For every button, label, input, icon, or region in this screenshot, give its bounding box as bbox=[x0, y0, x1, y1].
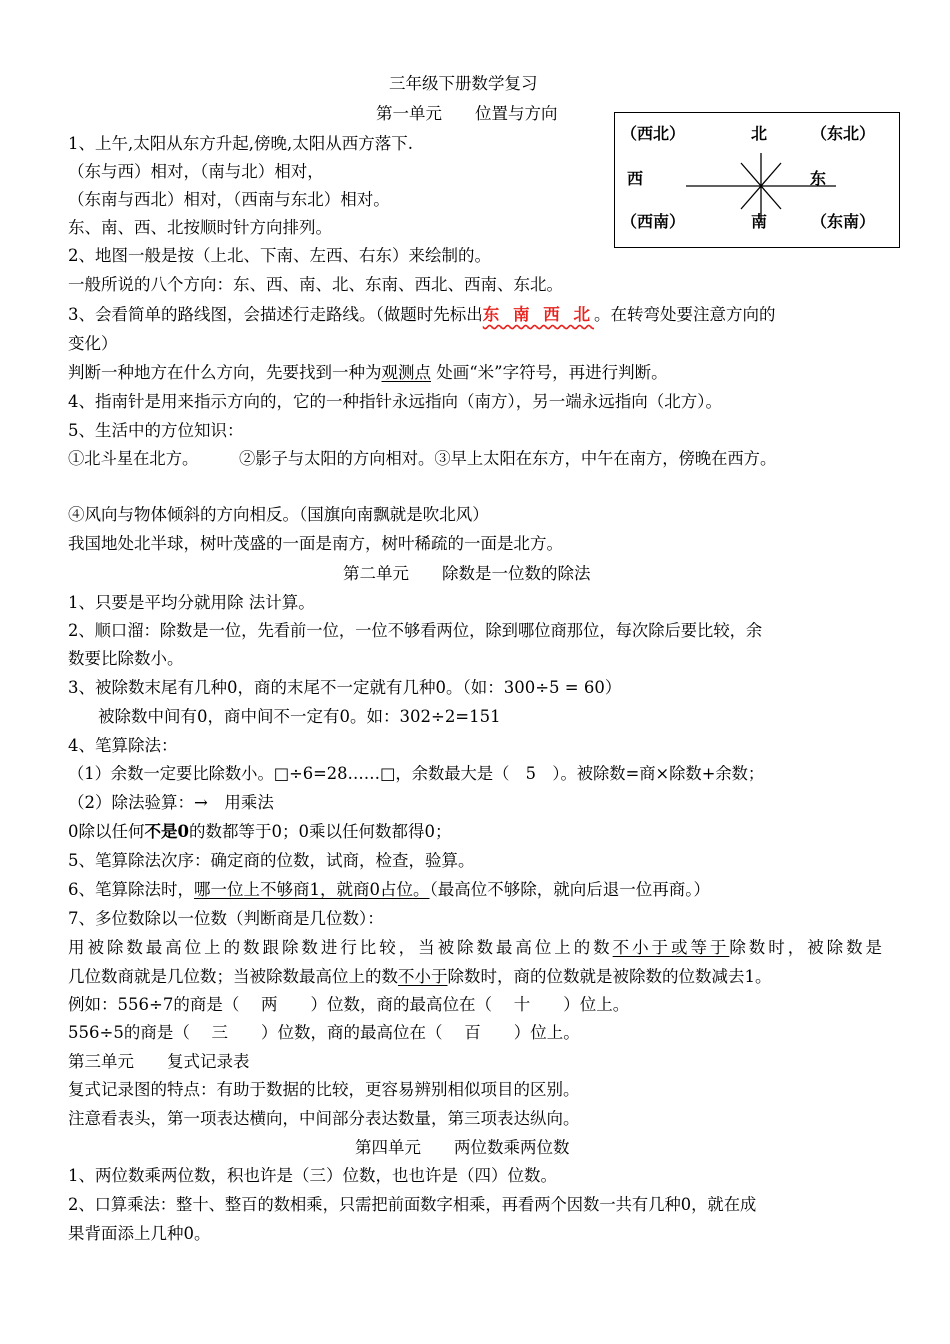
unit1-line-7-end: 。在转弯处要注意方向的 bbox=[593, 305, 776, 324]
unit2-line-2: 2、顺口溜：除数是一位，先看前一位，一位不够看两位，除到哪位商那位，每次除后要比较，余 bbox=[68, 621, 763, 640]
not-less-or-equal-term: 不小于或等于 bbox=[612, 938, 730, 957]
unit1-line-9 bbox=[68, 362, 668, 384]
unit1-line-14: 我国地处北半球，树叶茂盛的一面是南方，树叶稀疏的一面是北方。 bbox=[68, 534, 563, 553]
unit1-line-11: 5、生活中的方位知识： bbox=[68, 421, 244, 440]
unit3-line-1: 复式记录图的特点：有助于数据的比较，更容易辨别相似项目的区别。 bbox=[68, 1080, 580, 1099]
unit2-line-6: 4、笔算除法： bbox=[68, 736, 178, 755]
unit3-line-2: 注意看表头，第一项表达横向，中间部分表达数量，第三项表达纵向。 bbox=[68, 1109, 580, 1128]
unit1-line-2: （东与西）相对，（南与北）相对， bbox=[68, 162, 324, 181]
observation-point-term: 观测点 bbox=[381, 363, 431, 382]
unit2-line-7: （1）余数一定要比除数小。□÷6=28……□，余数最大是（ 5 ）。被除数=商×除数+余数； bbox=[68, 764, 765, 783]
unit1-line-1: 1、上午,太阳从东方升起,傍晚,太阳从西方落下. bbox=[68, 134, 413, 153]
unit2-line-9-start: 0除以任何 bbox=[68, 822, 145, 841]
unit1-line-8: 变化） bbox=[68, 334, 118, 353]
unit2-line-12: 7、多位数除以一位数（判断商是几位数）： bbox=[68, 909, 384, 928]
unit4-line-3: 果背面添上几种0。 bbox=[68, 1224, 211, 1243]
unit1-line-12: ①北斗星在北方。 ②影子与太阳的方向相对。③早上太阳在东方，中午在南方，傍晚在西方。 bbox=[68, 449, 777, 468]
unit2-line-13-end: 除数时，被除数是 bbox=[729, 938, 883, 957]
compass-northwest-label: （西北） bbox=[621, 124, 686, 143]
compass-southeast-label: （东南） bbox=[811, 212, 876, 231]
unit1-line-6: 一般所说的八个方向：东、西、南、北、东南、西北、西南、东北。 bbox=[68, 275, 563, 294]
zero-placeholder-rule: 哪一位上不够商1，就商0占位。 bbox=[194, 880, 430, 899]
unit2-line-4: 3、被除数末尾有几种0，商的末尾不一定就有几种0。（如：300÷5 = 60） bbox=[68, 678, 622, 697]
unit2-line-3: 数要比除数小。 bbox=[68, 649, 184, 668]
compass-southwest-label: （西南） bbox=[621, 212, 686, 231]
unit2-line-1: 1、只要是平均分就用除 法计算。 bbox=[68, 593, 315, 612]
unit3-heading: 第三单元 复式记录表 bbox=[68, 1052, 250, 1071]
unit1-line-7-start: 3、会看简单的路线图，会描述行走路线。（做题时先标出 bbox=[68, 305, 483, 324]
direction-order-highlight: 东 南 西 北 bbox=[482, 305, 594, 324]
compass-south-label: 南 bbox=[751, 212, 768, 231]
unit2-line-14 bbox=[68, 966, 772, 988]
unit1-line-9-start: 判断一种地方在什么方向，先要找到一种为 bbox=[68, 363, 382, 382]
not-less-than-term: 不小于 bbox=[398, 967, 448, 986]
unit2-heading: 第二单元 除数是一位数的除法 bbox=[343, 564, 591, 583]
unit2-line-9-end: 的数都等于0；0乘以任何数都得0； bbox=[188, 822, 452, 841]
compass-west-label: 西 bbox=[627, 169, 644, 188]
unit2-line-13-start: 用被除数最高位上的数跟除数进行比较，当被除数最高位上的数 bbox=[68, 938, 613, 957]
unit4-line-2: 2、口算乘法：整十、整百的数相乘，只需把前面数字相乘，再看两个因数一共有几种0，就在成 bbox=[68, 1195, 757, 1214]
unit2-line-13 bbox=[68, 937, 882, 959]
page-title: 三年级下册数学复习 bbox=[389, 74, 538, 93]
unit2-line-11-end: （最高位不够除，就向后退一位再商。） bbox=[429, 880, 710, 899]
unit2-line-14-end: 除数时，商的位数就是被除数的位数减去1。 bbox=[447, 967, 772, 986]
unit1-line-5: 2、地图一般是按（上北、下南、左西、右东）来绘制的。 bbox=[68, 246, 491, 265]
unit2-line-16: 556÷5的商是（ 三 ）位数，商的最高位在（ 百 ）位上。 bbox=[68, 1023, 580, 1042]
unit2-line-5: 被除数中间有0，商中间不一定有0。如：302÷2=151 bbox=[98, 707, 501, 726]
unit1-line-10: 4、指南针是用来指示方向的，它的一种指针永远指向（南方），另一端永远指向（北方）。 bbox=[68, 392, 722, 411]
compass-north-label: 北 bbox=[751, 124, 768, 143]
unit2-line-11-start: 6、笔算除法时， bbox=[68, 880, 194, 899]
unit2-line-11 bbox=[68, 879, 710, 901]
unit1-line-9-end: 处画“米”字符号，再进行判断。 bbox=[431, 363, 668, 382]
unit2-line-10: 5、笔算除法次序：确定商的位数，试商，检查，验算。 bbox=[68, 851, 475, 870]
unit1-line-3: （东南与西北）相对，（西南与东北）相对。 bbox=[68, 190, 390, 209]
unit1-line-4: 东、南、西、北按顺时针方向排列。 bbox=[68, 218, 332, 237]
unit2-line-14-start: 几位数商就是几位数；当被除数最高位上的数 bbox=[68, 967, 398, 986]
unit4-heading: 第四单元 两位数乘两位数 bbox=[355, 1138, 570, 1157]
compass-diagram bbox=[614, 112, 900, 248]
unit2-line-9 bbox=[68, 821, 451, 843]
unit2-line-8: （2）除法验算：→ 用乘法 bbox=[68, 793, 274, 812]
unit4-line-1: 1、两位数乘两位数，积也许是（三）位数，也也许是（四）位数。 bbox=[68, 1166, 557, 1185]
compass-east-label: 东 bbox=[810, 169, 827, 188]
unit2-line-15: 例如：556÷7的商是（ 两 ）位数，商的最高位在（ 十 ）位上。 bbox=[68, 995, 630, 1014]
unit1-line-13: ④风向与物体倾斜的方向相反。（国旗向南飘就是吹北风） bbox=[68, 505, 489, 524]
compass-northeast-label: （东北） bbox=[811, 124, 876, 143]
unit1-line-7 bbox=[68, 304, 775, 326]
unit1-heading: 第一单元 位置与方向 bbox=[376, 104, 558, 123]
not-zero-emphasis: 不是0 bbox=[144, 822, 189, 841]
